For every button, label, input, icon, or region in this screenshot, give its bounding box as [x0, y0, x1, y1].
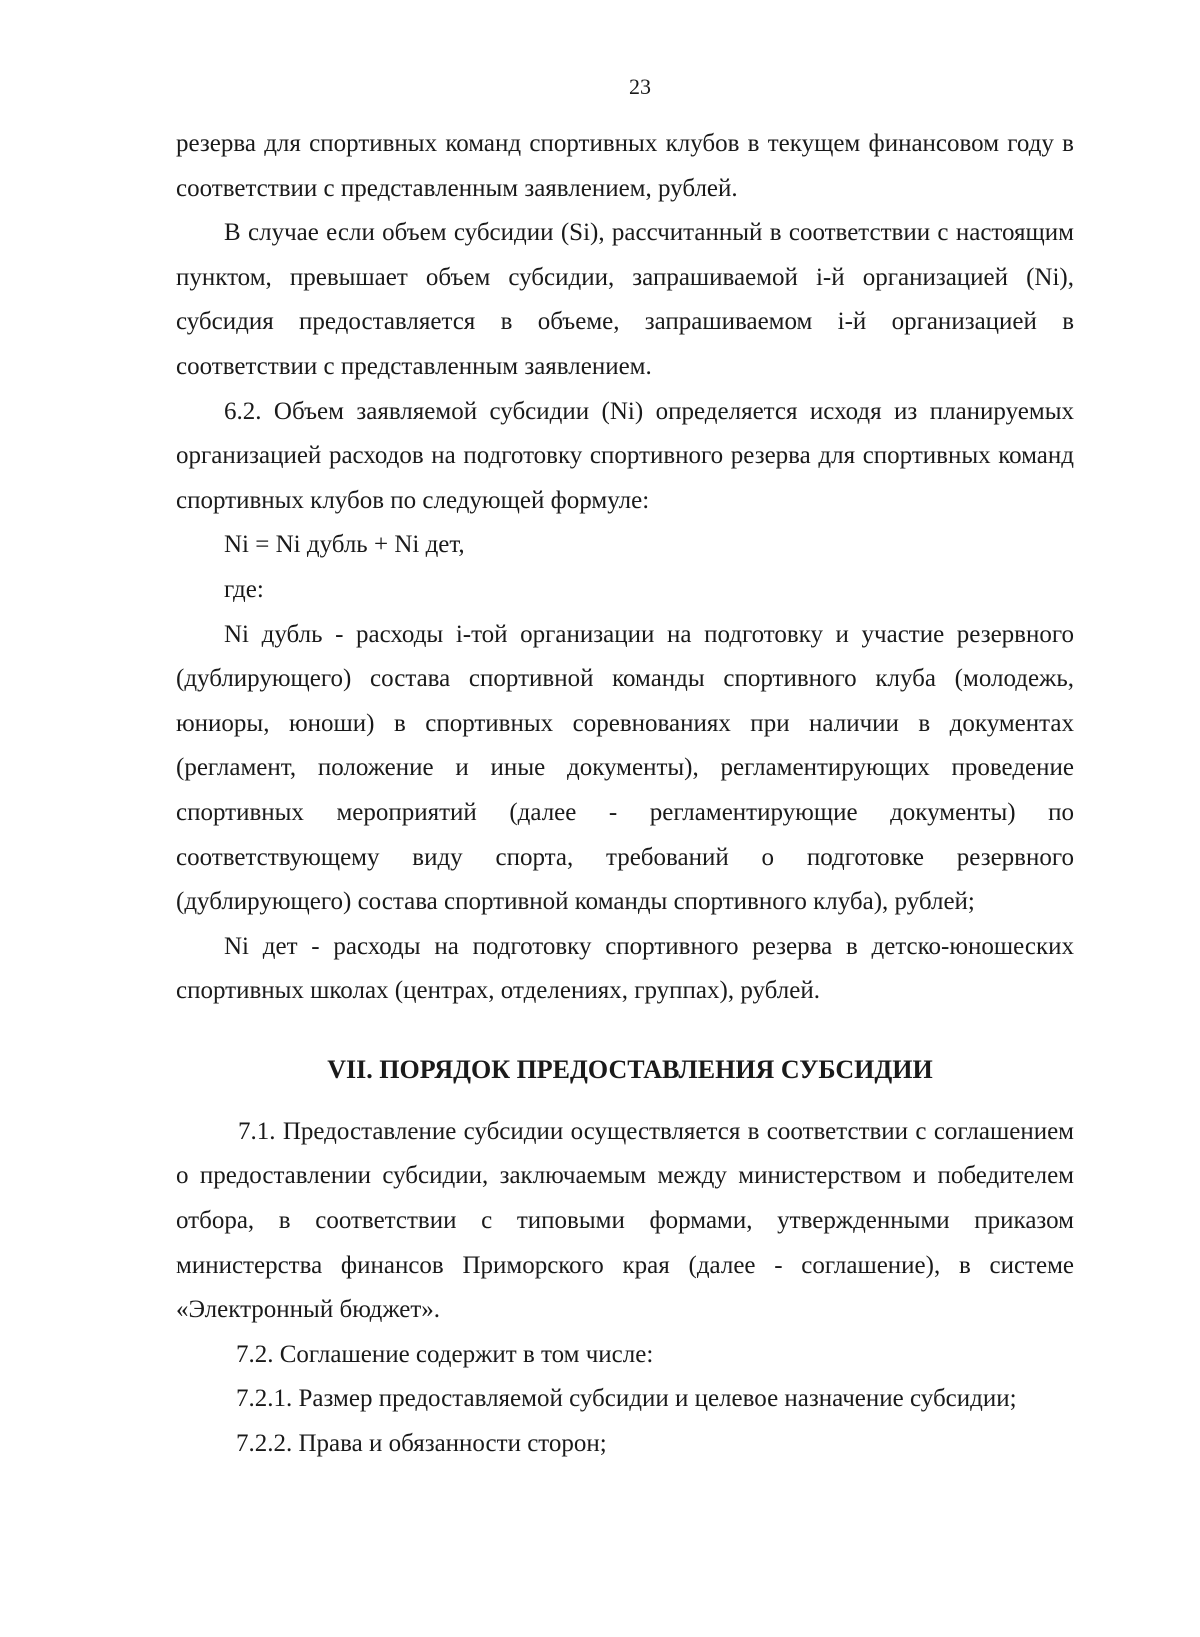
definition-ni-det: Ni дет - расходы на подготовку спортивного резерва в детско-юношеских спортивных школах (центрах, отделениях, группах), рублей. — [176, 932, 1074, 1005]
list-item-7-2-2: 7.2.2. Права и обязанности сторон; — [236, 1430, 607, 1458]
list-item-7-2: 7.2. Соглашение содержит в том числе: — [236, 1340, 654, 1368]
paragraph-6-2: 6.2. Объем заявляемой субсидии (Ni) определяется исходя из планируемых организацией расходов на подготовку спортивного резерва для спортивных команд спортивных клубов по следующей формуле: — [176, 397, 1074, 514]
formula: Ni = Ni дубль + Ni дет, — [224, 531, 465, 559]
paragraph-subsidy-excess: В случае если объем субсидии (Si), рассчитанный в соответствии с настоящим пунктом, превышает объем субсидии, запрашиваемой i-й организацией (Ni), субсидия предоставляется в объеме, запрашиваемом i-й организацией в соответствии с представленным заявлением. — [176, 219, 1074, 380]
definition-ni-dubl: Ni дубль - расходы i-той организации на подготовку и участие резервного (дублирующего) состава спортивной команды спортивного клуба (молодежь, юниоры, юноши) в спортивных соревнованиях при наличии в документах (регламент, положение и иные документы), регламентирующих проведение спортивных мероприятий (далее - регламентирующие документы) по соответствующему виду спорта, требований о подготовке резервного (дублирующего) состава спортивной команды спортивного клуба), рублей; — [176, 620, 1074, 916]
list-item-7-2-1: 7.2.1. Размер предоставляемой субсидии и целевое назначение субсидии; — [236, 1385, 1017, 1413]
section-heading: VII. ПОРЯДОК ПРЕДОСТАВЛЕНИЯ СУБСИДИИ — [327, 1054, 933, 1084]
paragraph-7-1: 7.1. Предоставление субсидии осуществляется в соответствии с соглашением о предоставлении субсидии, заключаемым между министерством и победителем отбора, в соответствии с типовыми формами, утвержденными приказом министерства финансов Приморского края (далее - соглашение), в системе «Электронный бюджет». — [176, 1117, 1074, 1324]
paragraph-continuation: резерва для спортивных команд спортивных клубов в текущем финансовом году в соответствии с представленным заявлением, рублей. — [176, 130, 1074, 202]
page-number: 23 — [629, 74, 651, 99]
formula-where: где: — [224, 575, 264, 603]
